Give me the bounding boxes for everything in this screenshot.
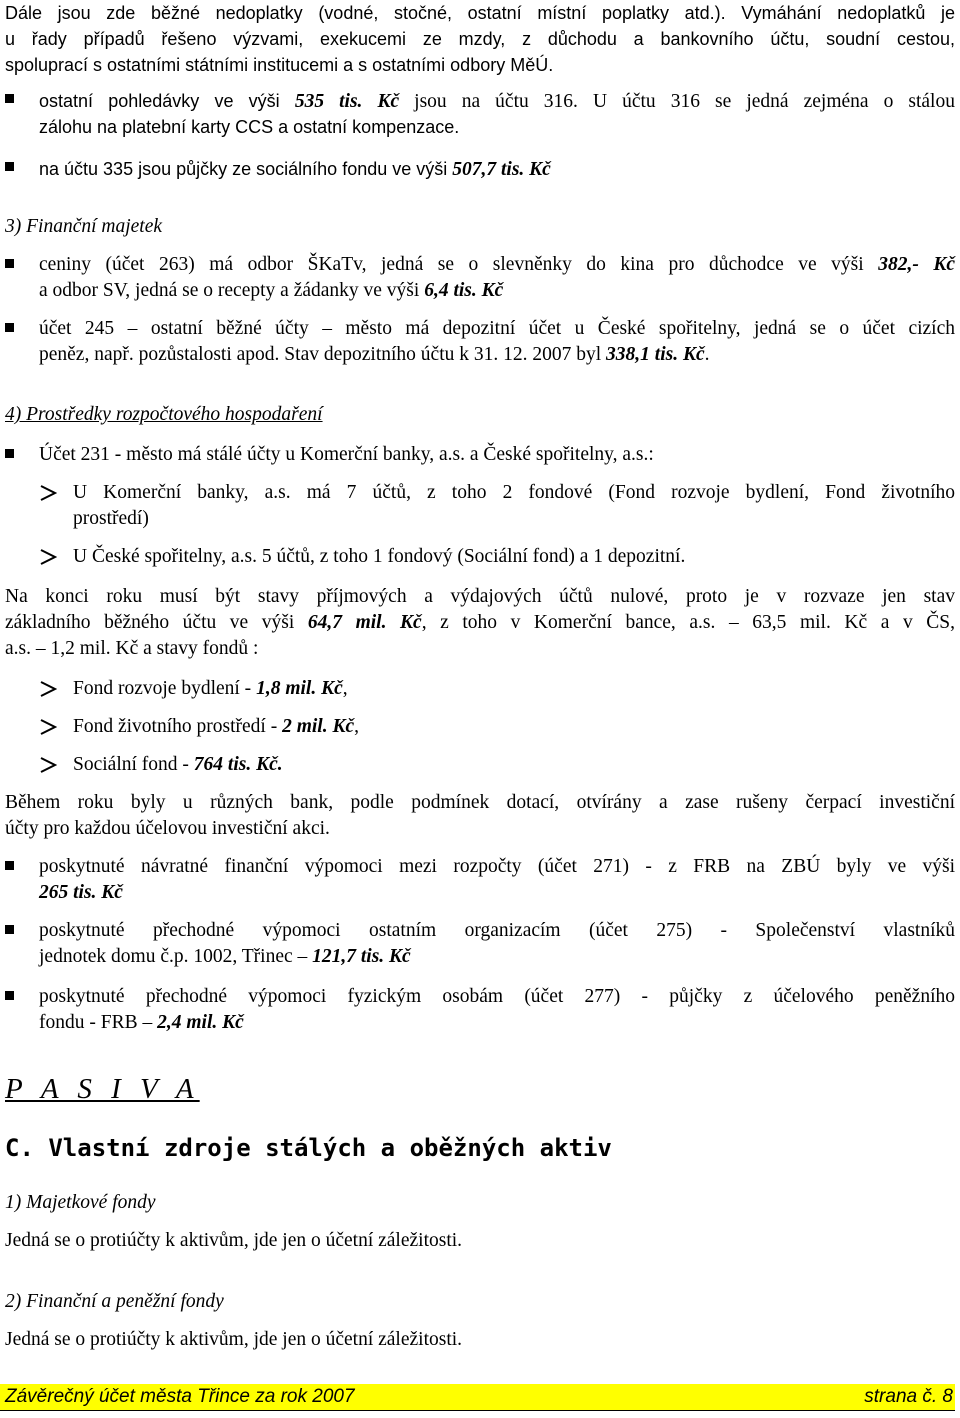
amount-value: 265 tis. Kč — [39, 882, 123, 903]
amount-value: 2,4 mil. Kč — [157, 1012, 244, 1033]
list-item-line — [39, 342, 955, 368]
list-item — [5, 752, 955, 778]
list-item-line — [73, 752, 955, 778]
list-item — [5, 316, 955, 368]
text-span: Fond životního prostředí - — [73, 716, 283, 737]
list-item — [5, 480, 955, 532]
list-item-line — [39, 1010, 955, 1036]
amount-value: 338,1 tis. Kč — [606, 344, 705, 365]
list-item — [5, 252, 955, 304]
square-bullet-icon — [5, 449, 17, 458]
list-item-line — [39, 156, 955, 183]
square-bullet-icon — [5, 94, 17, 103]
text-span: . — [704, 344, 710, 365]
text-span: Sociální fond - — [73, 754, 194, 775]
section-c-heading: C. Vlastní zdroje stálých a oběžných aktiv — [5, 1134, 612, 1162]
list-item-line — [39, 88, 955, 115]
list-item-line: zálohu na platební karty CCS a ostatní kompenzace. — [39, 117, 460, 137]
amount-value: 535 tis. Kč — [294, 91, 400, 112]
footer-title: Závěrečný účet města Třince za rok 2007 — [5, 1386, 355, 1407]
square-bullet-icon — [5, 259, 17, 268]
arrow-bullet-icon — [39, 548, 59, 566]
list-item — [5, 854, 955, 906]
list-item-line: účet 245 – ostatní běžné účty – město má depozitní účet u České spořitelny, jedná se o účet cizích — [39, 318, 955, 339]
subsection-heading: 1) Majetkové fondy — [5, 1192, 156, 1213]
square-bullet-icon — [5, 991, 17, 1000]
list-item-line: poskytnuté přechodné výpomoci fyzickým osobám (účet 277) - půjčky z účelového peněžního — [39, 986, 955, 1007]
list-item — [5, 156, 955, 182]
text-span: jednotek domu č.p. 1002, Třinec – — [39, 946, 313, 967]
paragraph-line: a.s. – 1,2 mil. Kč a stavy fondů : — [5, 638, 259, 659]
amount-value: 382,- Kč — [878, 254, 956, 275]
text-span: na účtu 335 jsou půjčky ze sociálního fondu ve výši — [39, 159, 453, 179]
arrow-bullet-icon — [39, 484, 59, 502]
list-item-line — [39, 278, 955, 304]
list-item — [5, 984, 955, 1036]
intro-line-3: spoluprací s ostatními státními institucemi a s ostatními odbory MěÚ. — [5, 55, 554, 75]
text-span: základního běžného účtu ve výši — [5, 612, 308, 633]
list-item-line: U Komerční banky, a.s. má 7 účtů, z toho 2 fondové (Fond rozvoje bydlení, Fond životního — [73, 482, 955, 503]
amount-value: 121,7 tis. Kč — [312, 946, 411, 967]
list-item-line: U České spořitelny, a.s. 5 účtů, z toho 1 fondový (Sociální fond) a 1 depozitní. — [73, 546, 686, 567]
paragraph-line: Na konci roku musí být stavy příjmových a výdajových účtů nulové, proto je v rozvaze jen stav — [5, 586, 955, 607]
paragraph-line: Jedná se o protiúčty k aktivům, jde jen o účetní záležitosti. — [5, 1230, 463, 1251]
square-bullet-icon — [5, 323, 17, 332]
list-item — [5, 714, 955, 740]
intro-line-2: u řady případů řešeno výzvami, exekucemi ze mzdy, z důchodu a bankovního účtu, soudní cestou, — [5, 29, 955, 49]
amount-value: 764 tis. Kč. — [193, 754, 283, 775]
list-item-line — [73, 676, 955, 702]
amount-value: 6,4 tis. Kč — [424, 280, 504, 301]
list-item — [5, 442, 955, 468]
paragraph-line: účty pro každou účelovou investiční akci. — [5, 818, 330, 839]
pasiva-heading: P A S I V A — [5, 1073, 200, 1105]
text-span: jsou na účtu 316. U účtu 316 se jedná zejména o stálou — [399, 91, 955, 112]
arrow-bullet-icon — [39, 680, 59, 698]
intro-line-1: Dále jsou zde běžné nedoplatky (vodné, stočné, ostatní místní poplatky atd.). Vymáhání nedoplatků je — [5, 3, 955, 23]
paragraph-line — [5, 610, 955, 636]
list-item-line: poskytnuté přechodné výpomoci ostatním organizacím (účet 275) - Společenství vlastníků — [39, 920, 955, 941]
text-span: , — [354, 716, 359, 737]
square-bullet-icon — [5, 925, 17, 934]
square-bullet-icon — [5, 162, 17, 171]
list-item-line: poskytnuté návratné finanční výpomoci mezi rozpočty (účet 271) - z FRB na ZBÚ byly ve výši — [39, 856, 955, 877]
list-item — [5, 676, 955, 702]
amount-value: 1,8 mil. Kč — [256, 678, 343, 699]
subsection-heading: 2) Finanční a peněžní fondy — [5, 1291, 224, 1312]
text-span: ceniny (účet 263) má odbor ŠKaTv, jedná se o slevněnky do kina pro důchodce ve výši — [39, 254, 879, 275]
arrow-bullet-icon — [39, 718, 59, 736]
text-span: a odbor SV, jedná se o recepty a žádanky ve výši — [39, 280, 425, 301]
list-item-line — [39, 944, 955, 970]
list-item-line — [73, 714, 955, 740]
text-span: peněz, např. pozůstalosti apod. Stav depozitního účtu k 31. 12. 2007 byl — [39, 344, 607, 365]
list-item-line — [39, 252, 955, 278]
text-span: , z toho v Komerční bance, a.s. – 63,5 mil. Kč a v ČS, — [421, 612, 956, 633]
section-heading: 4) Prostředky rozpočtového hospodaření — [5, 404, 323, 425]
text-span: ostatní pohledávky ve výši — [39, 91, 295, 111]
list-item-line: prostředí) — [73, 508, 149, 529]
square-bullet-icon — [5, 861, 17, 870]
page-number: strana č. 8 — [864, 1386, 953, 1407]
text-span: , — [342, 678, 348, 699]
text-span: Fond rozvoje bydlení - — [73, 678, 257, 699]
amount-value: 64,7 mil. Kč — [307, 612, 422, 633]
section-heading: 3) Finanční majetek — [5, 216, 163, 237]
amount-value: 2 mil. Kč — [282, 716, 355, 737]
amount-value: 507,7 tis. Kč — [452, 159, 551, 180]
arrow-bullet-icon — [39, 756, 59, 774]
list-item-line: Účet 231 - město má stálé účty u Komerční banky, a.s. a České spořitelny, a.s.: — [39, 444, 654, 465]
list-item — [5, 918, 955, 970]
list-item — [5, 544, 955, 570]
paragraph-line: Jedná se o protiúčty k aktivům, jde jen o účetní záležitosti. — [5, 1329, 463, 1350]
list-item — [5, 88, 955, 140]
text-span: fondu - FRB – — [39, 1012, 158, 1033]
page-footer — [0, 1384, 955, 1411]
paragraph-line: Během roku byly u různých bank, podle podmínek dotací, otvírány a zase rušeny čerpací investiční — [5, 792, 955, 813]
